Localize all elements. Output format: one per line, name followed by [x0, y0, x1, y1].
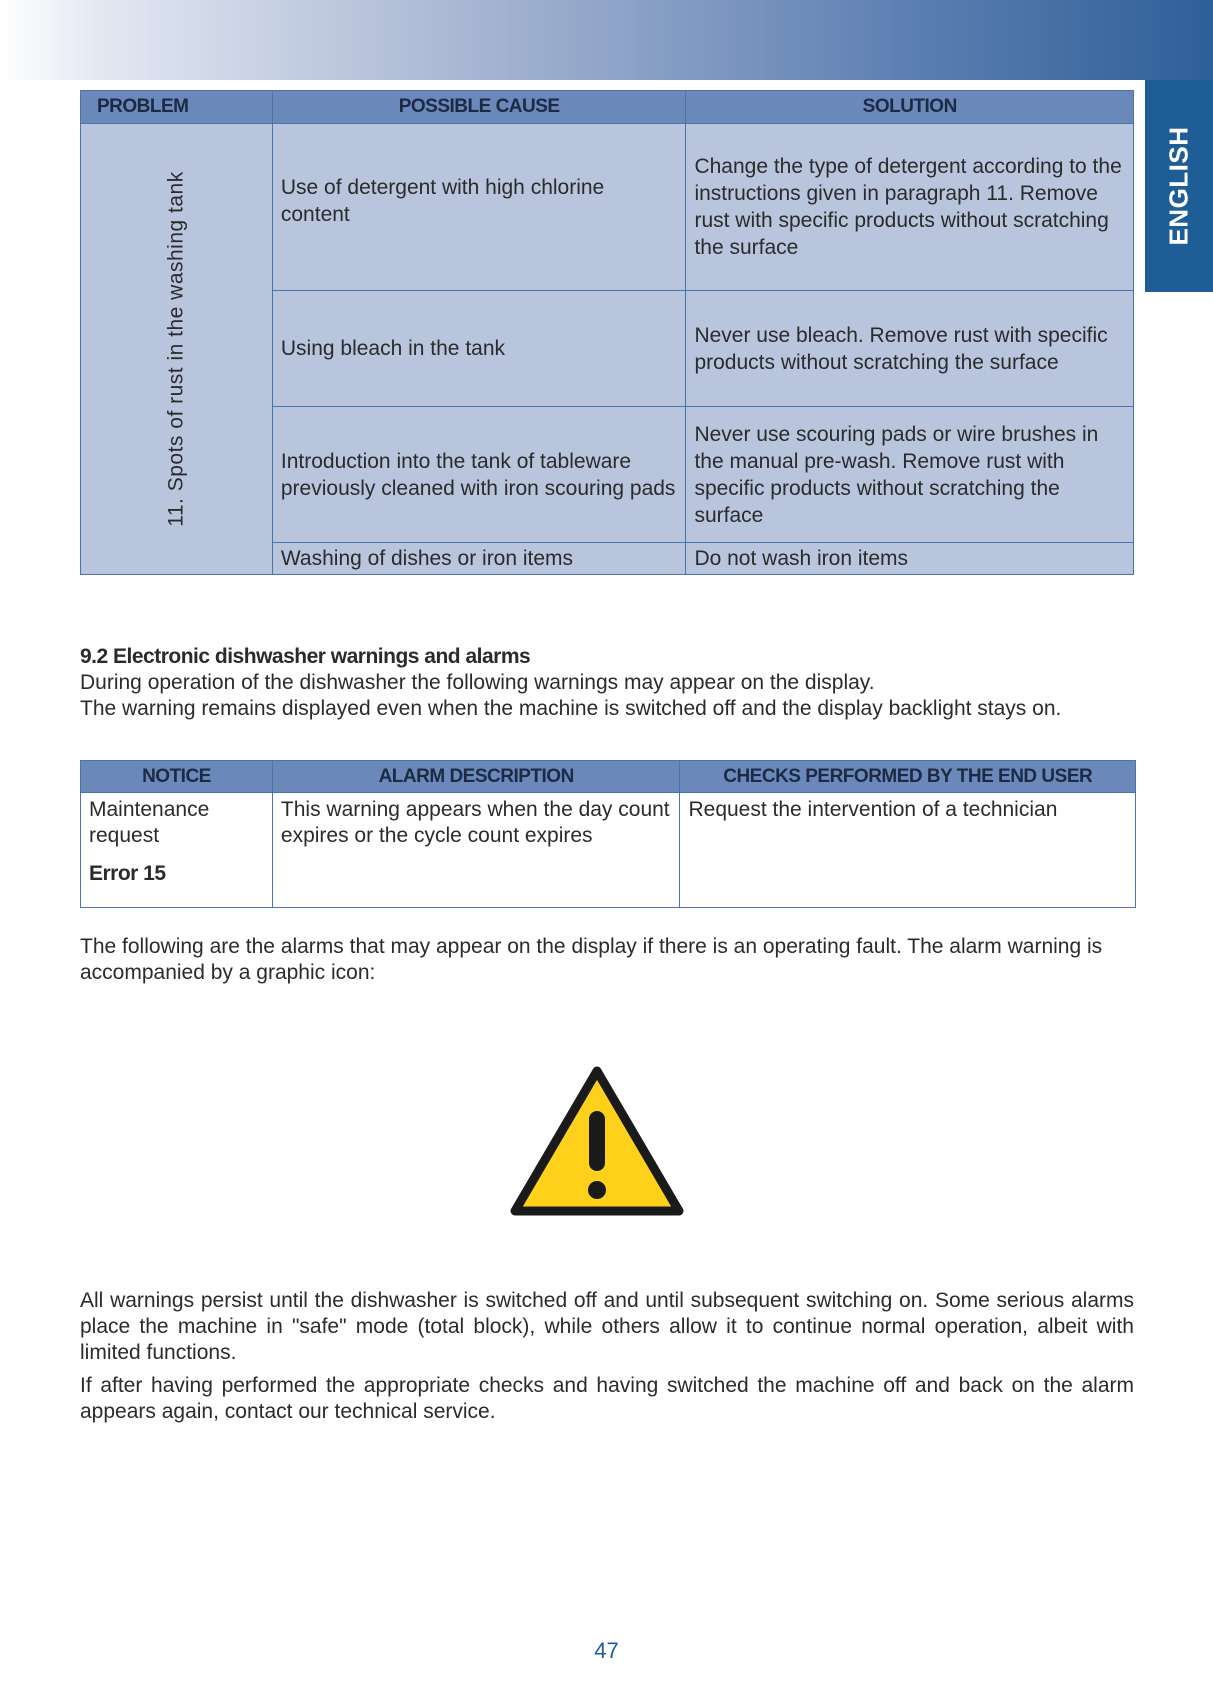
section-text: The warning remains displayed even when the machine is switched off and the display backlight stays on. [80, 697, 1062, 720]
solution-cell: Never use bleach. Remove rust with specific products without scratching the surface [686, 291, 1134, 407]
alarms-intro: The following are the alarms that may appear on the display if there is an operating fault. The alarm warning is accompanied by a graphic icon: [80, 935, 1103, 984]
section-intro [80, 644, 1134, 722]
cause-cell: Using bleach in the tank [272, 291, 686, 407]
alarm-table [80, 760, 1136, 908]
service-paragraph: If after having performed the appropriate checks and having switched the machine off and back on the alarm appears again, contact our technical service. [80, 1374, 1134, 1423]
error-code: Error 15 [89, 862, 166, 885]
header-band [0, 0, 1213, 80]
language-label: ENGLISH [1163, 126, 1194, 246]
header-problem: PROBLEM [81, 91, 273, 124]
solution-cell: Never use scouring pads or wire brushes in the manual pre-wash. Remove rust with specific products without scratching the surface [686, 407, 1134, 543]
header-checks: CHECKS PERFORMED BY THE END USER [680, 761, 1136, 793]
header-cause: POSSIBLE CAUSE [272, 91, 686, 124]
section-title: 9.2 Electronic dishwasher warnings and alarms [80, 645, 531, 668]
language-tab [1145, 80, 1213, 292]
header-description: ALARM DESCRIPTION [272, 761, 680, 793]
section-text: During operation of the dishwasher the following warnings may appear on the display. [80, 671, 875, 694]
description-cell: This warning appears when the day count expires or the cycle count expires [272, 793, 680, 908]
page-number: 47 [594, 1638, 619, 1663]
header-notice: NOTICE [81, 761, 273, 793]
cause-cell: Washing of dishes or iron items [272, 543, 686, 575]
warning-triangle-icon [508, 1063, 686, 1219]
header-solution: SOLUTION [686, 91, 1134, 124]
troubleshooting-table [80, 90, 1134, 575]
problem-text: 11. Spots of rust in the washing tank [164, 171, 188, 527]
problem-cell [81, 124, 273, 575]
table-row [81, 793, 1136, 908]
cause-cell: Introduction into the tank of tableware previously cleaned with iron scouring pads [272, 407, 686, 543]
solution-cell: Change the type of detergent according to the instructions given in paragraph 11. Remove rust with specific products without scratching the surface [686, 124, 1134, 291]
table-header-row [81, 91, 1134, 124]
warnings-paragraph: All warnings persist until the dishwasher is switched off and until subsequent switching on. Some serious alarms place the machine in "safe" mode (total block), while others allow it to continue normal operation, albeit with limited functions. [80, 1289, 1134, 1364]
cause-cell: Use of detergent with high chlorine content [272, 124, 686, 291]
checks-cell: Request the intervention of a technician [680, 793, 1136, 908]
notice-cell [81, 793, 273, 908]
table-header-row [81, 761, 1136, 793]
notice-text: Maintenance request [89, 798, 210, 847]
solution-cell: Do not wash iron items [686, 543, 1134, 575]
table-row [81, 124, 1134, 291]
